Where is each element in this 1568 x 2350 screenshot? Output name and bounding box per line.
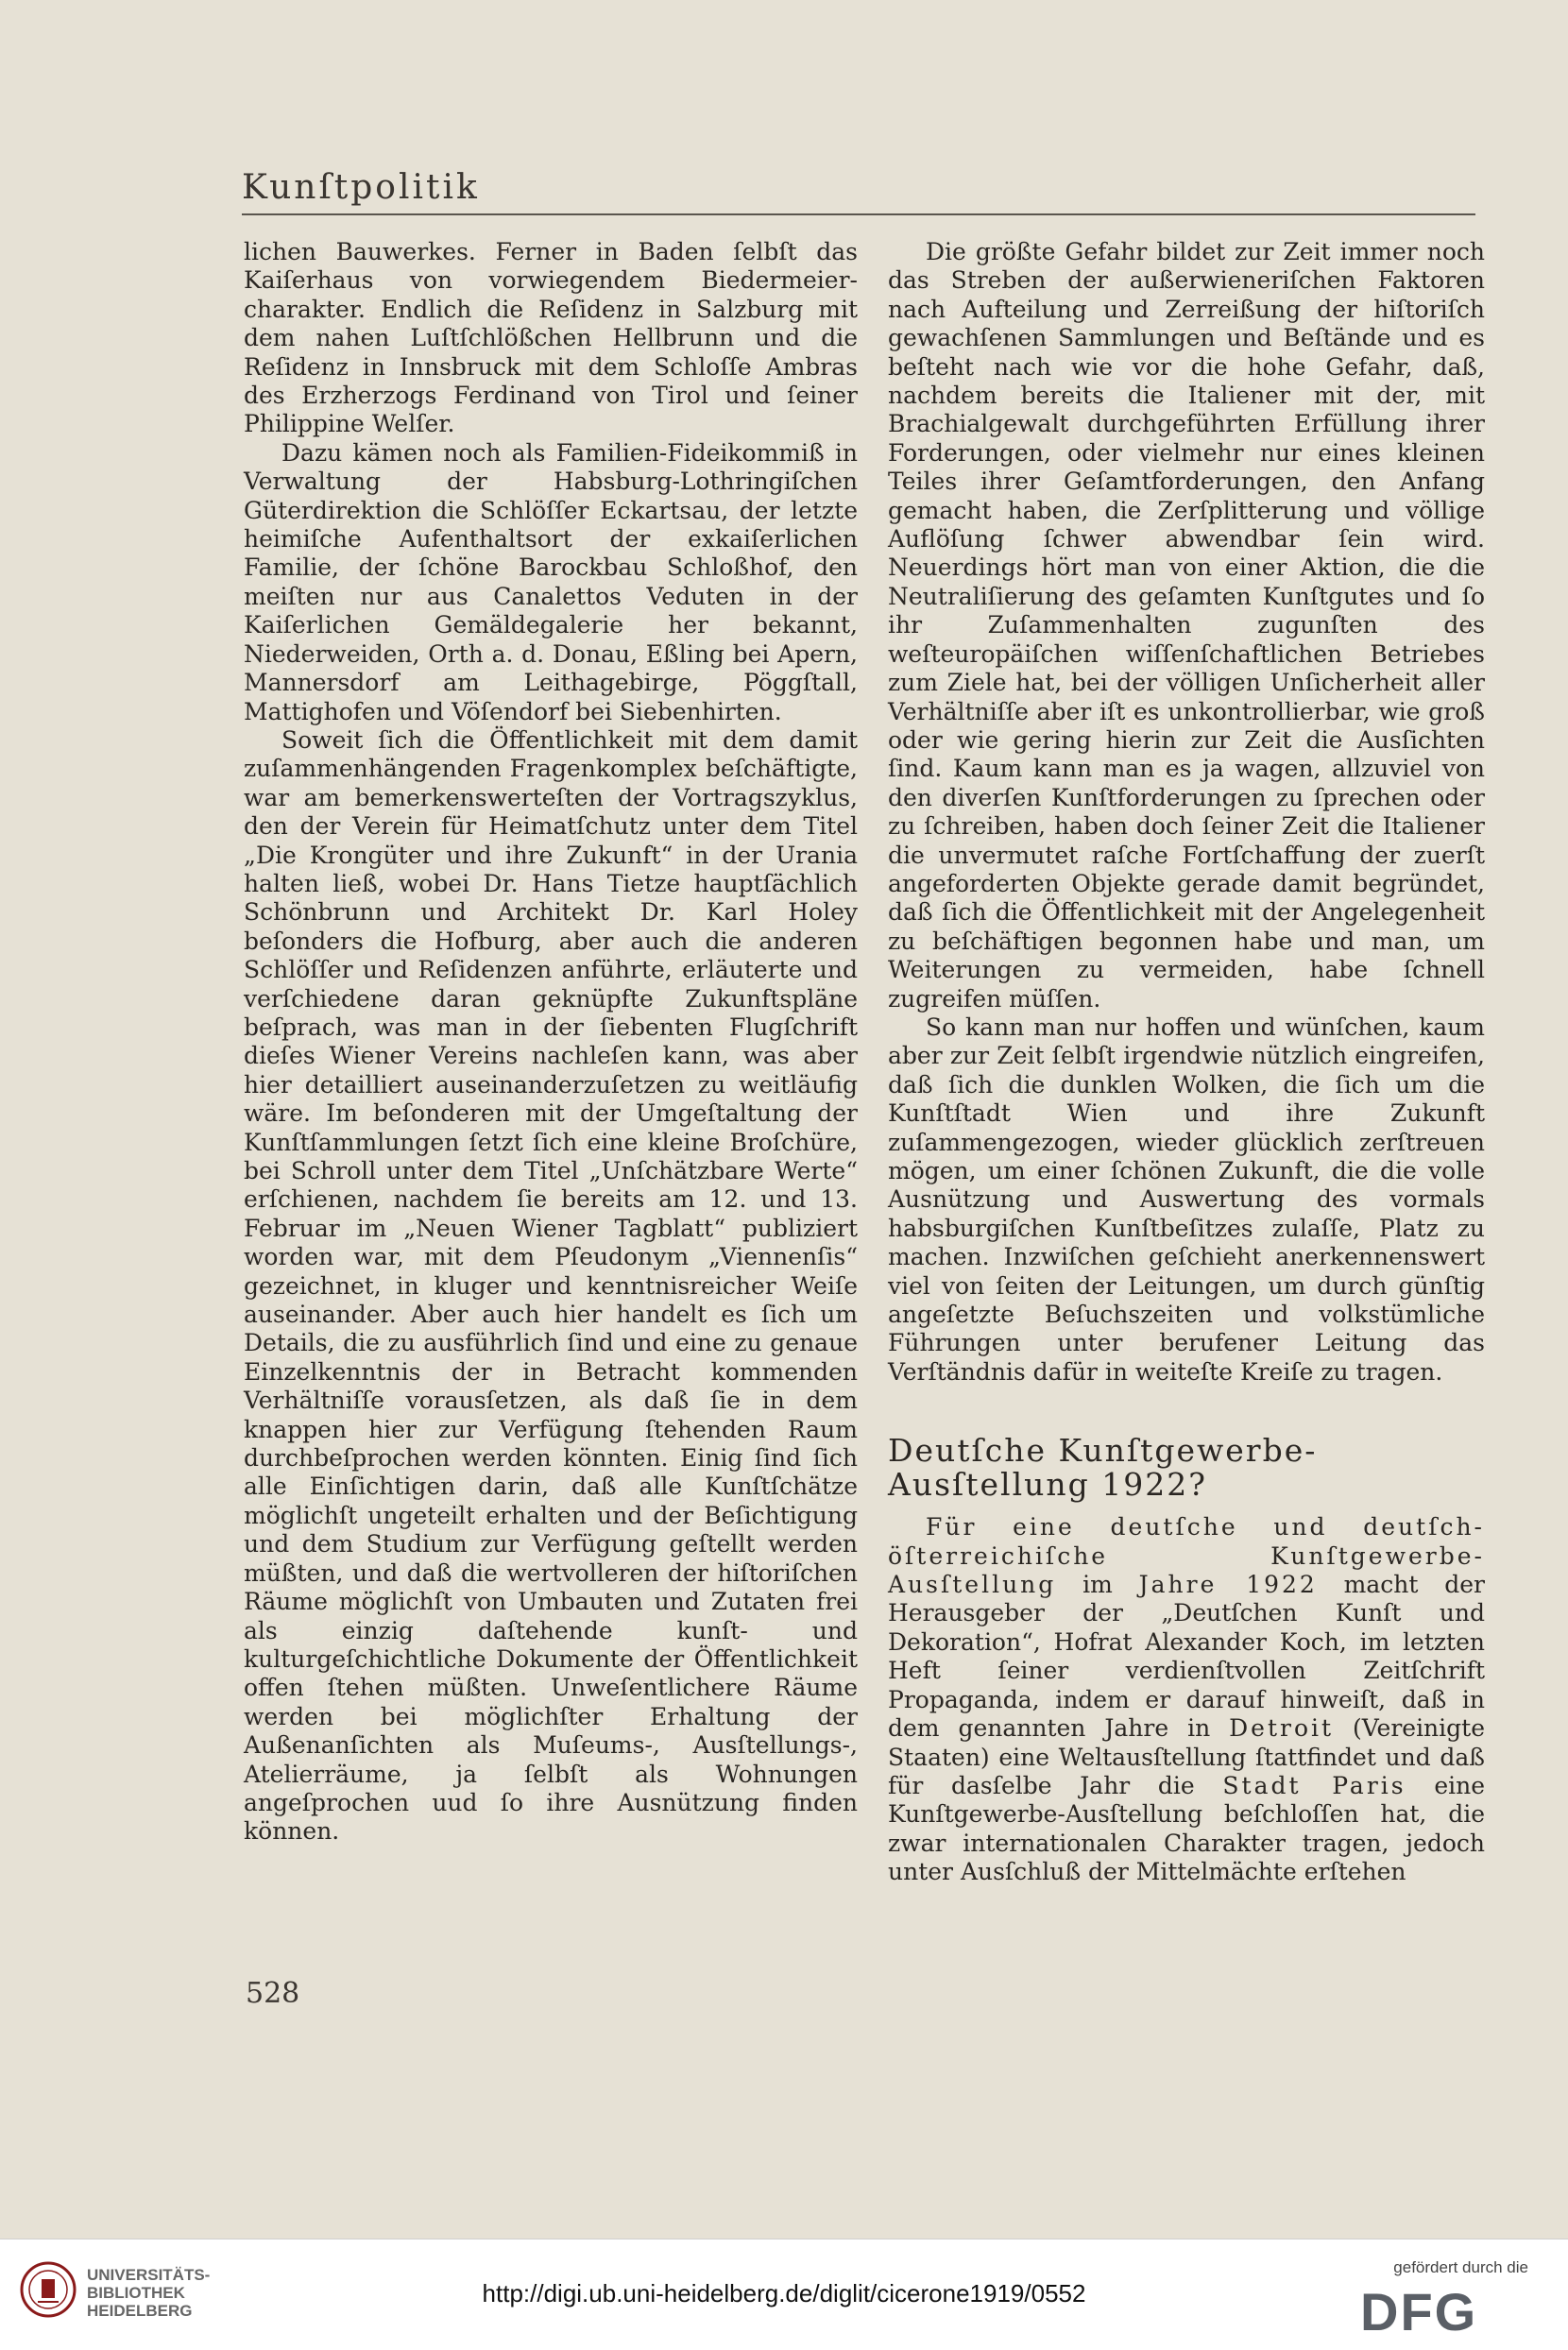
section-text-e: Detroit: [1229, 1714, 1335, 1743]
right-column: [888, 238, 1485, 1887]
right-paragraph-1: Die größte Gefahr bildet zur Zeit immer noch das Streben der außerwieneriſchen Faktoren nach Aufteilung und Zerreißung der hiſtoriſch gewachſenen Sammlungen und Beſtände und es beſteht nach wie vor die hohe Gefahr, daß, nachdem bereits die Italiener mit der, mit Brachialgewalt durchgeführten Erfüllung ihrer Forderungen, oder vielmehr nur eines kleinen Teiles ihrer Geſamtforderungen, den Anfang gemacht haben, die Zerſplitterung und völlige Auflöſung ſchwer abwendbar ſein wird. Neuerdings hört man von einer Aktion, die die Neutraliſierung des geſamten Kunſtgutes und ſo ihr Zuſammenhalten zugunſten des weſteuropäiſchen wiſſenſchaftlichen Betriebes zum Ziele hat, bei der völligen Unſicherheit aller Verhältniſſe aber iſt es unkontrollierbar, wie groß oder wie gering hierin zur Zeit die Ausſichten ſind. Kaum kann man es ja wagen, allzuviel von den diverſen Kunſtforderungen zu ſprechen oder zu ſchreiben, haben doch ſeiner Zeit die Italiener die unvermutet raſche Fortſchaffung der zuerſt angeforderten Objekte gerade damit begründet, daß ſich die Öffentlichkeit mit der Angelegenheit zu beſchäftigen begonnen habe und man, um Weiterungen zu vermeiden, habe ſchnell zugreifen müſſen.: [888, 238, 1485, 1013]
section-text-b: im: [1056, 1571, 1139, 1599]
section-text-d: macht der Herausgeber der „Deutſchen Kunſt und Dekoration“, Hofrat Alexander Koch, im letzten Heft ſeiner verdienſtvollen Zeitſchrift Propaganda, indem er darauf hinweiſt, daß in dem genannten Jahre in: [888, 1571, 1485, 1743]
permalink-url-text[interactable]: http://digi.ub.uni-heidelberg.de/diglit/cicerone1919/0552: [482, 2279, 1086, 2307]
right-paragraph-2: So kann man nur hoffen und wünſchen, kaum aber zur Zeit ſelbſt irgendwie nützlich eingreifen, daß ſich die dunklen Wolken, die ſich um die Kunſtſtadt Wien und ihre Zukunft zuſammengezogen, wieder glücklich zerſtreuen mögen, um einer ſchönen Zukunft, die die volle Ausnützung und Auswertung des vormals habsburgiſchen Kunſtbeſitzes zulaſſe, Platz zu machen. Inzwiſchen geſchieht anerkennenswert viel von ſeiten der Leitungen, um durch günſtig angeſetzte Beſuchszeiten und volkstümliche Führungen unter berufener Leitung das Verſtändnis dafür in weiteſte Kreiſe zu tragen.: [888, 1013, 1485, 1386]
section-text-g: Stadt Paris: [1222, 1771, 1406, 1799]
digitization-footer: [0, 2239, 1568, 2350]
funding-label: gefördert durch die: [1393, 2258, 1528, 2276]
permalink-url[interactable]: [0, 2279, 1568, 2308]
running-head-title: Kunſtpolitik: [242, 168, 480, 207]
left-column: [244, 238, 858, 1847]
section-heading: Deutſche Kunſtgewerbe-Ausſtellung 1922?: [888, 1432, 1318, 1504]
page-number: 528: [246, 1977, 300, 2010]
section-text-c: Jahre 1922: [1138, 1571, 1318, 1599]
left-paragraph-1: lichen Bauwerkes. Ferner in Baden ſelbſt das Kaiſerhaus von vorwiegendem Biedermeier-charakter. Endlich die Reſidenz in Salzburg mit dem nahen Luſtſchlößchen Hellbrunn und die Reſidenz in Innsbruck mit dem Schloſſe Ambras des Erzherzogs Ferdinand von Tirol und ſeiner Philippine Welſer.: [244, 238, 858, 438]
left-paragraph-3: Soweit ſich die Öffentlichkeit mit dem damit zuſammenhängenden Fragenkomplex beſchäftigte, war am bemerkenswerteſten der Vortragszyklus, den der Verein für Heimatſchutz unter dem Titel „Die Krongüter und ihre Zukunft“ in der Urania halten ließ, wobei Dr. Hans Tietze hauptſächlich Schönbrunn und Architekt Dr. Karl Holey beſonders die Hofburg, aber auch die anderen Schlöſſer und Reſidenzen anführte, erläuterte und verſchiedene daran geknüpfte Zukunftspläne beſprach, was man in der ſiebenten Flugſchrift dieſes Wiener Vereins nachleſen kann, was aber hier detailliert auseinanderzuſetzen zu weitläufig wäre. Im beſonderen mit der Umgeſtaltung der Kunſtſammlungen ſetzt ſich eine kleine Broſchüre, bei Schroll unter dem Titel „Unſchätzbare Werte“ erſchienen, nachdem ſie bereits am 12. und 13. Februar im „Neuen Wiener Tagblatt“ publiziert worden war, mit dem Pſeudonym „Viennenſis“ gezeichnet, in kluger und kenntnisreicher Weiſe auseinander. Aber auch hier handelt es ſich um Details, die zu ausführlich ſind und eine zu genaue Einzelkenntnis der in Betracht kommenden Verhältniſſe vorausſetzen, als daß ſie in dem knappen hier zur Verfügung ſtehenden Raum durchbeſprochen werden könnten. Einig ſind ſich alle Einſichtigen darin, daß alle Kunſtſchätze möglichſt ungeteilt erhalten und der Beſichtigung und dem Studium zur Verfügung geſtellt werden müßten, und daß die wertvolleren der hiſtoriſchen Räume möglichſt von Umbauten und Zutaten frei als einzig daſtehende kunſt- und kulturgeſchichtliche Dokumente der Öffentlichkeit offen ſtehen müßten. Unweſentlichere Räume werden bei möglichſter Erhaltung der Außenanſichten als Muſeums-, Ausſtellungs-, Atelierräume, ja ſelbſt als Wohnungen angeſprochen uud ſo ihre Ausnützung finden können.: [244, 725, 858, 1846]
library-line-3: HEIDELBERG: [87, 2302, 193, 2320]
dfg-logo: [1360, 2281, 1530, 2338]
library-line-1: UNIVERSITÄTS-: [87, 2266, 211, 2284]
section-text-f: (Vereinigte Staaten) eine Weltausſtellung ſtattfindet und daß für dasſelbe Jahr die: [888, 1714, 1485, 1799]
library-line-2: BIBLIOTHEK: [87, 2284, 185, 2302]
section-paragraph: [888, 1513, 1485, 1886]
section-text-h: eine Kunſtgewerbe-Ausſtellung beſchloſſen hat, die zwar internationalen Charakter tragen, jedoch unter Ausſchluß der Mittelmächte erſtehen: [888, 1771, 1486, 1886]
dfg-logo-text: DFG: [1360, 2282, 1478, 2338]
header-rule: [242, 213, 1475, 215]
left-paragraph-2: Dazu kämen noch als Familien-Fideikommiß in Verwaltung der Habsburg-Lothringiſchen Güterdirektion die Schlöſſer Eckartsau, der letzte heimiſche Aufenthaltsort der exkaiſerlichen Familie, der ſchöne Barockbau Schloßhof, den meiſten nur aus Canalettos Veduten in der Kaiſerlichen Gemäldegalerie her bekannt, Niederweiden, Orth a. d. Donau, Eßling bei Apern, Mannersdorf am Leithagebirge, Pöggſtall, Mattighofen und Vöſendorf bei Siebenhirten.: [244, 438, 858, 725]
section-text-a: Für eine deutſche und deutſch-öſterreichiſche Kunſtgewerbe-Ausſtellung: [888, 1513, 1485, 1599]
